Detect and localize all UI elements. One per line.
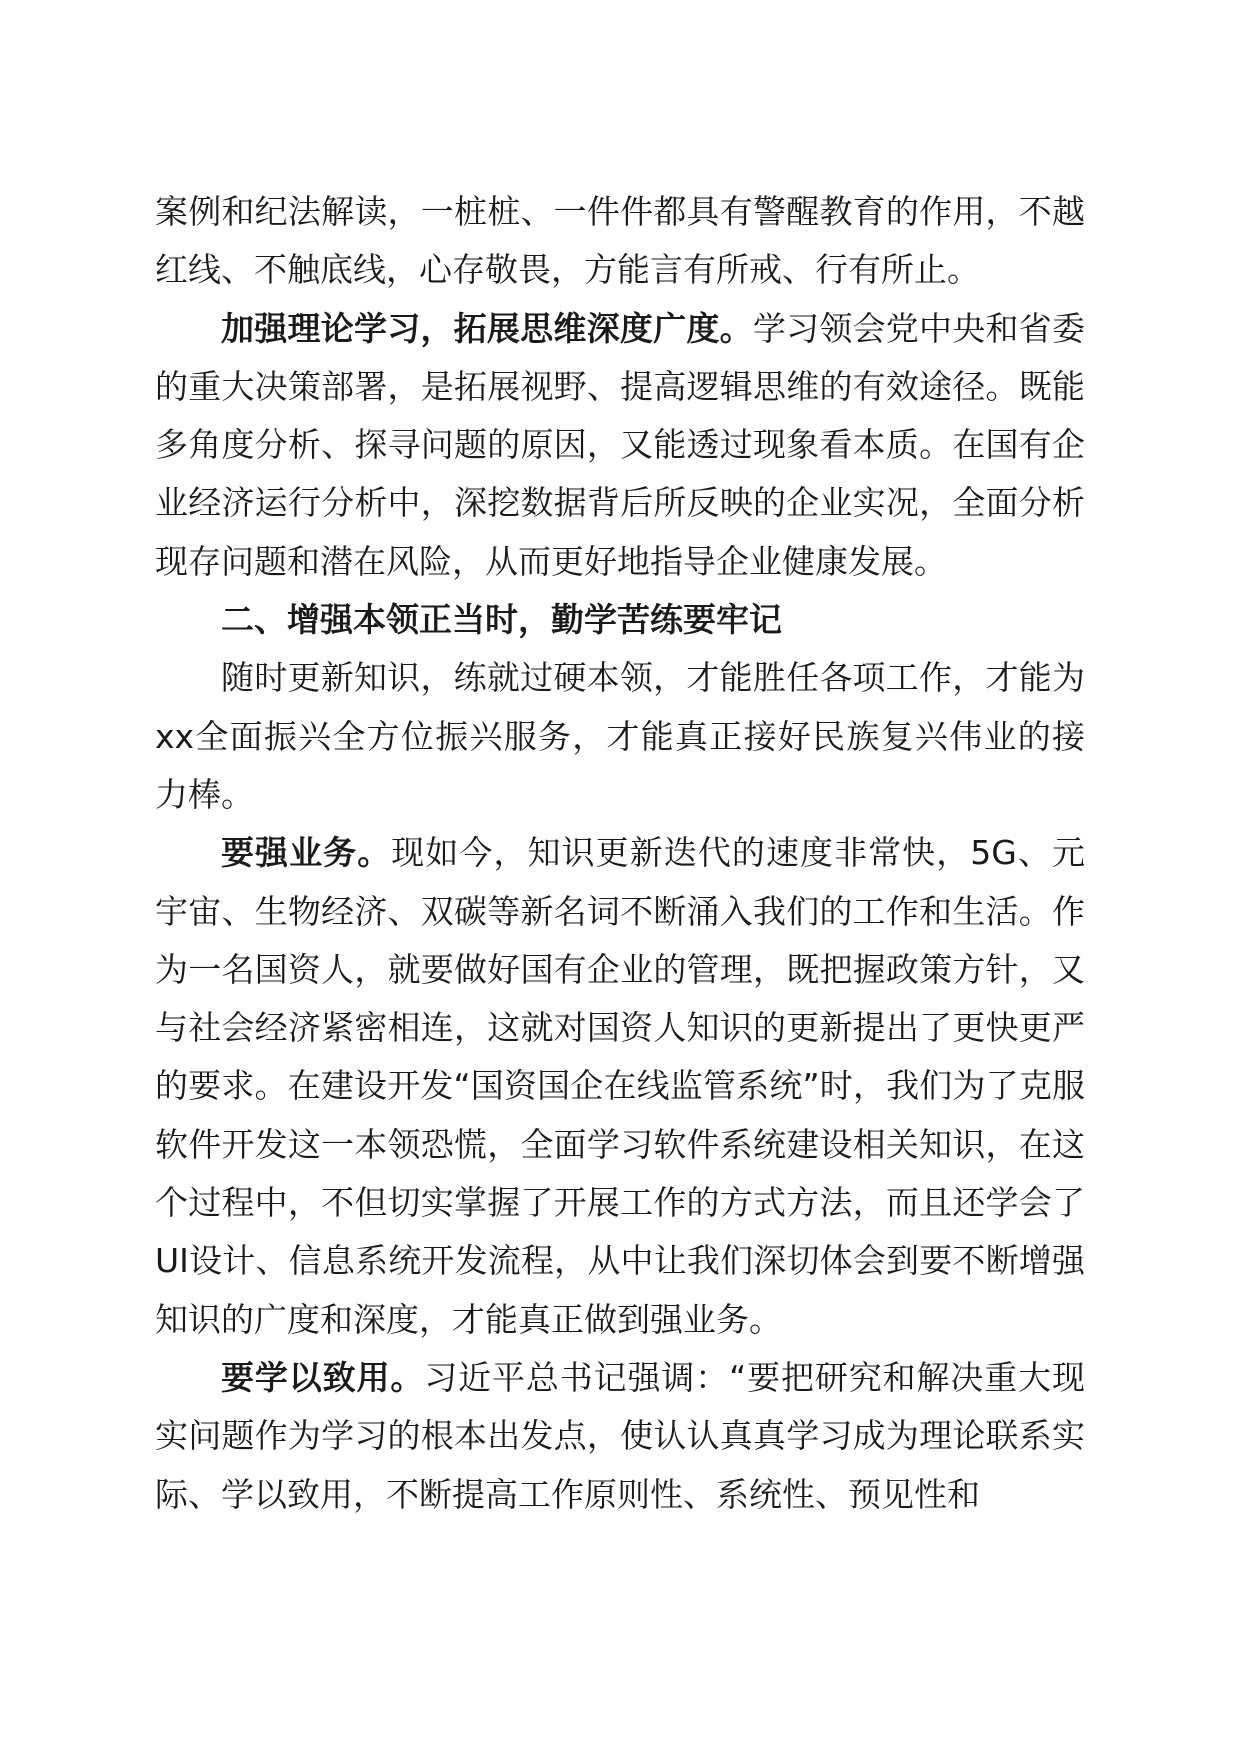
paragraph-theory-study-text: 学习领会党中央和省委的重大决策部署，是拓展视野、提高逻辑思维的有效途径。既能多角度分析、探寻问题的原因，又能透过现象看本质。在国有企业经济运行分析中，深挖数据背后所反映的企业实况，全面分析现存问题和潜在风险，从而更好地指导企业健康发展。: [155, 308, 1086, 581]
paragraph-lead-apply-learning: 要学以致用。: [221, 1357, 425, 1397]
paragraph-theory-study: [155, 300, 1085, 591]
paragraph-apply-learning-text: 习近平总书记强调：“要把研究和解决重大现实问题作为学习的根本出发点，使认认真真学习成为理论联系实际、学以致用，不断提高工作原则性、系统性、预见性和: [155, 1357, 1085, 1514]
paragraph-1-text: 案例和纪法解读，一桩桩、一件件都具有警醒教育的作用，不越红线、不触底线，心存敬畏，方能言有所戒、行有所止。: [155, 192, 1085, 290]
document-body: [155, 183, 1085, 1524]
section-heading-2: 二、增强本领正当时，勤学苦练要牢记: [221, 600, 782, 640]
paragraph-lead-theory-study: 加强理论学习，拓展思维深度广度。: [221, 308, 753, 348]
paragraph-apply-learning: [155, 1349, 1085, 1524]
paragraph-strengthen-business-text: 现如今，知识更新迭代的速度非常快，5G、元宇宙、生物经济、双碳等新名词不断涌入我们的工作和生活。作为一名国资人，就要做好国有企业的管理，既把握政策方针，又与社会经济紧密相连，这就对国资人知识的更新提出了更快更严的要求。在建设开发“国资国企在线监管系统”时，我们为了克服软件开发这一本领恐慌，全面学习软件系统建设相关知识，在这个过程中，不但切实掌握了开展工作的方式方法，而且还学会了UI设计、信息系统开发流程，从中让我们深切体会到要不断增强知识的广度和深度，才能真正做到强业务。: [155, 833, 1085, 1339]
paragraph-strengthen-business: [155, 824, 1085, 1349]
paragraph-update-knowledge: [155, 649, 1085, 824]
paragraph-lead-strengthen-business: 要强业务。: [221, 833, 392, 873]
paragraph-1: [155, 183, 1085, 300]
paragraph-update-knowledge-text: 随时更新知识，练就过硬本领，才能胜任各项工作，才能为xx全面振兴全方位振兴服务，才能真正接好民族复兴伟业的接力棒。: [155, 658, 1085, 814]
